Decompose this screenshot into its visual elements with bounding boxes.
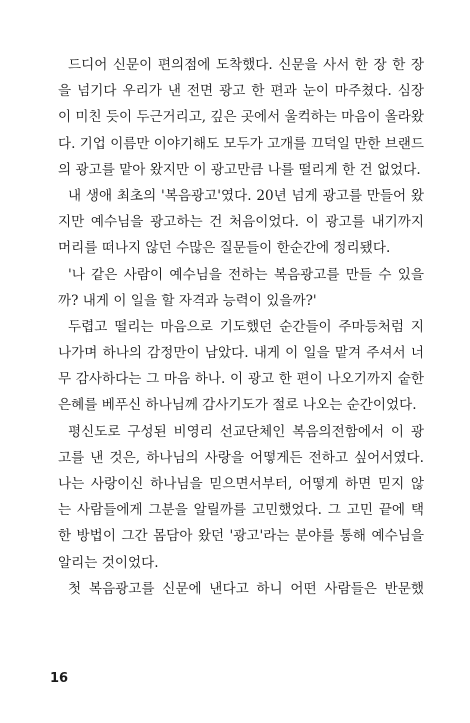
text-line-content: 머리를 떠나지 않던 수많은 질문들이 한순간에 정리됐다. bbox=[58, 240, 391, 257]
text-line-content: 고를 낸 것은, 하나님의 사랑을 어떻게든 전하고 싶어서였다. bbox=[58, 449, 424, 466]
text-line-content: 나는 사랑이신 하나님을 믿으면서부터, 어떻게 하면 믿지 않 bbox=[58, 476, 424, 492]
text-line-content: 나가며 하나의 감정만이 남았다. 내게 이 일을 맡겨 주셔서 너 bbox=[58, 345, 424, 362]
text-line bbox=[58, 209, 424, 235]
text-line bbox=[58, 314, 424, 340]
text-line bbox=[58, 52, 424, 78]
text-line bbox=[58, 419, 424, 445]
text-line-content: 는 사람들에게 그분을 알릴까를 고민했었다. 그 고민 끝에 택 bbox=[58, 502, 424, 519]
text-line-content: 두렵고 떨리는 마음으로 기도했던 순간들이 주마등처럼 지 bbox=[68, 318, 424, 335]
text-line bbox=[58, 288, 424, 314]
text-line-content: 다. 기업 이름만 이야기해도 모두가 고개를 끄덕일 만한 브랜드 bbox=[58, 135, 424, 152]
text-line-content: 내 생애 최초의 '복음광고'였다. 20년 넘게 광고를 만들어 왔 bbox=[68, 187, 424, 204]
text-line-content: 이 미친 듯이 두근거리고, 깊은 곳에서 울컥하는 마음이 올라왔 bbox=[58, 109, 424, 126]
text-line bbox=[58, 392, 424, 418]
text-line bbox=[58, 183, 424, 209]
text-line bbox=[58, 550, 424, 576]
text-line bbox=[58, 104, 424, 130]
page-number: 16 bbox=[50, 671, 69, 686]
text-line bbox=[58, 523, 424, 549]
body-text bbox=[58, 52, 424, 602]
text-line-content: '나 같은 사람이 예수님을 전하는 복음광고를 만들 수 있을 bbox=[68, 266, 424, 283]
text-line bbox=[58, 445, 424, 471]
text-line bbox=[58, 576, 424, 602]
text-line bbox=[58, 471, 424, 497]
text-line bbox=[58, 235, 424, 261]
text-line bbox=[58, 366, 424, 392]
text-line bbox=[58, 262, 424, 288]
text-line-content: 알리는 것이었다. bbox=[58, 554, 159, 571]
text-line bbox=[58, 157, 424, 183]
text-line bbox=[58, 131, 424, 157]
text-line-content: 무 감사하다는 그 마음 하나. 이 광고 한 편이 나오기까지 숱한 bbox=[58, 371, 424, 388]
text-line-content: 을 넘기다 우리가 낸 전면 광고 한 편과 눈이 마주쳤다. 심장 bbox=[58, 83, 424, 100]
text-line-content: 한 방법이 그간 몸담아 왔던 '광고'라는 분야를 통해 예수님을 bbox=[58, 528, 424, 545]
text-line bbox=[58, 78, 424, 104]
text-line-content: 평신도로 구성된 비영리 선교단체인 복음의전함에서 이 광 bbox=[68, 423, 424, 440]
text-line-content: 은혜를 베푸신 하나님께 감사기도가 절로 나오는 순간이었다. bbox=[58, 397, 417, 414]
text-line-content: 지만 예수님을 광고하는 건 처음이었다. 이 광고를 내기까지 bbox=[58, 214, 424, 231]
text-line-content: 의 광고를 맡아 왔지만 이 광고만큼 나를 떨리게 한 건 없었다. bbox=[58, 161, 421, 178]
text-line bbox=[58, 340, 424, 366]
text-line-content: 까? 내게 이 일을 할 자격과 능력이 있을까?' bbox=[58, 292, 317, 309]
text-line-content: 드디어 신문이 편의점에 도착했다. 신문을 사서 한 장 한 장 bbox=[68, 57, 424, 73]
text-line bbox=[58, 497, 424, 523]
text-line-content: 첫 복음광고를 신문에 낸다고 하니 어떤 사람들은 반문했 bbox=[68, 580, 424, 597]
